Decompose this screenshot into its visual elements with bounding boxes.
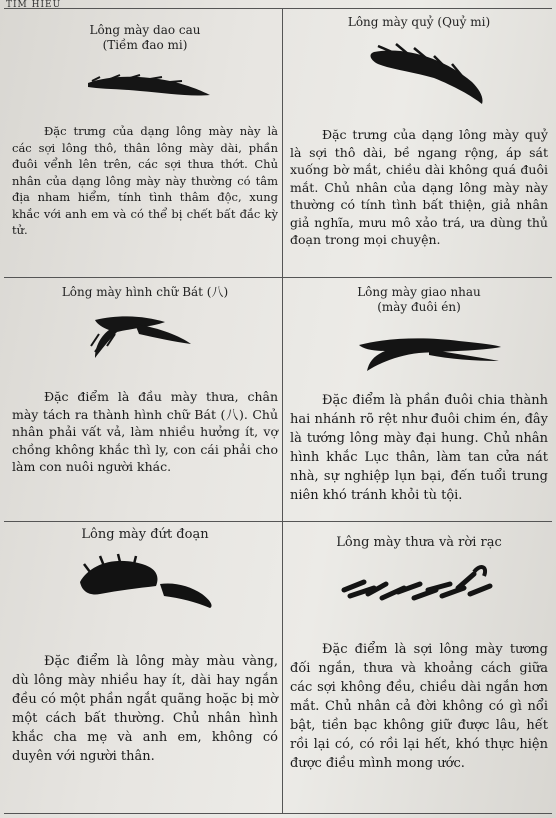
eyebrow-drawing-icon (334, 30, 504, 112)
cell-dut-doan (12, 527, 278, 813)
column-divider (282, 9, 283, 813)
running-head: TIM HIỂU (6, 0, 62, 10)
cell-title: Lông mày thưa và rời rạc (336, 535, 502, 550)
row-divider (4, 521, 552, 522)
eyebrow-drawing-icon (324, 550, 514, 620)
cell-chu-bat (12, 285, 278, 521)
eyebrow-drawing-icon (70, 53, 220, 105)
eyebrow-drawing-icon (60, 542, 230, 626)
eyebrow-drawing-icon (329, 315, 509, 379)
cell-description: Đặc điểm là lông mày màu vàng, dù lông mày nhiều hay ít, dài hay ngắn đều có một phần ngắt quãng hoặc bị mờ một cách bất thường. Chủ nhân hình khắc cha mẹ và anh em, không có duyên với người thân. (12, 654, 278, 764)
eyebrow-table (4, 8, 552, 814)
cell-giao-nhau (290, 285, 548, 521)
row-divider (4, 277, 552, 278)
cell-subtitle: (mày đuôi én) (377, 300, 461, 314)
cell-thua-roi-rac (290, 535, 548, 813)
cell-title: Lông mày dao cau (89, 23, 201, 37)
cell-description: Đặc điểm là đầu mày thưa, chân mày tách ra thành hình chữ Bát (八). Chủ nhân phải vất vả, làm nhiều hưởng ít, vợ chồng không khắc thì ly, con cái phải cho làm con nuôi người khác. (12, 389, 278, 474)
cell-description: Đặc điểm là sợi lông mày tương đối ngắn, thưa và khoảng cách giữa các sợi không đều, chiều dài ngắn hơn mắt. Chủ nhân cả đời không có gì nổi bật, tiền bạc không giữ được lâu, hết rồi lại có, có rồi lại hết, khó thực hiện được điều mình mong ước. (290, 642, 548, 771)
cell-subtitle: (Tiềm đao mi) (102, 38, 188, 52)
cell-title: Lông mày đứt đoạn (81, 527, 209, 542)
cell-title: Lông mày giao nhau (357, 285, 481, 299)
cell-dao-cau (12, 23, 278, 277)
cell-description: Đặc trưng của dạng lông mày này là các sợi lông thô, thân lông mày dài, phần đuôi vểnh lên trên, các sợi thưa thớt. Chủ nhân của dạng lông mày này thường có tâm địa nham hiểm, tính tình thâm độc, xung khắc với anh em và có thể bị chết bất đắc kỳ tử. (12, 124, 278, 237)
cell-description: Đặc trưng của dạng lông mày quỷ là sợi thô dài, bề ngang rộng, áp sát xuống bờ mắt, chiều dài không quá đuôi mắt. Chủ nhân của dạng lông mày này thường có tính tình bất thiện, giả nhân giả nghĩa, mưu mô xảo trá, ưa dùng thủ đoạn trong mọi chuyện. (290, 127, 548, 247)
cell-quy-mi (290, 15, 548, 277)
eyebrow-drawing-icon (65, 300, 225, 370)
cell-description: Đặc điểm là phần đuôi chia thành hai nhánh rõ rệt như đuôi chim én, đây là tướng lông mày đại hung. Chủ nhân hình khắc Lục thân, làm tan cửa nát nhà, sự nghiệp lụn bại, đến tuổi trung niên khó tránh khỏi tù tội. (290, 393, 548, 503)
cell-title: Lông mày quỷ (Quỷ mi) (347, 15, 491, 29)
cell-title: Lông mày hình chữ Bát (八) (61, 285, 229, 299)
